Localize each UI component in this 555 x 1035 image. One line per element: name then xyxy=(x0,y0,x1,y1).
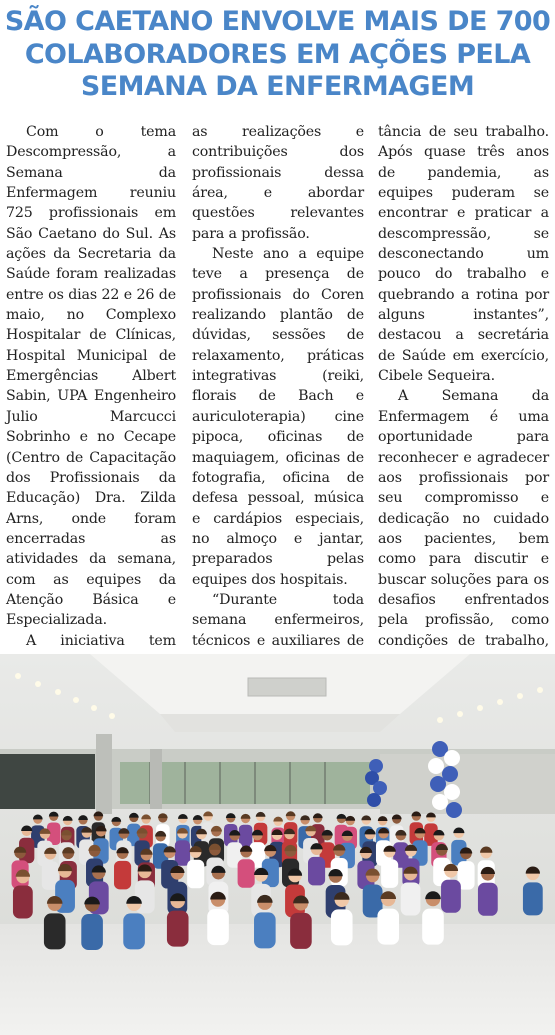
person-body xyxy=(401,883,421,916)
person-body xyxy=(381,859,398,888)
person-body xyxy=(290,913,312,949)
headline xyxy=(0,6,555,104)
paragraph-quote-start: “Durante toda semana enfermeiros, técnicos e auxiliares de xyxy=(192,591,364,649)
group-photo-illustration xyxy=(0,654,555,1035)
person-body xyxy=(331,909,353,945)
person-body xyxy=(377,909,399,945)
person-body xyxy=(123,913,145,949)
person-body xyxy=(422,909,444,945)
person-body xyxy=(44,913,66,949)
person-body xyxy=(238,859,255,888)
paragraph-intro: Com o tema Descompressão, a Semana da Enfermagem reuniu 725 profissionais em São Caetano do Sul. As ações da Secretaria da Saúde foram realizadas entre os dias 22 e 26 de maio, no Complexo Hospitalar de Clínicas, Hospital Municipal de Emergências Albert Sabin, UPA Engenheiro Julio Marcucci Sobrinho e no Cecape (Centro de Capacitação dos Profissionais da Educação) Dra. Zilda Arns, onde foram encerradas as atividades da semana, com as equipes da Atenção Básica e Especializada. xyxy=(6,124,176,629)
headline-line-3: SEMANA DA ENFERMAGEM xyxy=(80,71,475,102)
person-body xyxy=(187,860,204,889)
headline-line-2: COLABORADORES EM AÇÕES PELA xyxy=(24,38,531,70)
person-body xyxy=(81,914,103,950)
paragraph-activities: Neste ano a equipe teve a presença de profissionais do Coren realizando plantão de dúvidas, sessões de relaxamento, práticas integrativas (reiki, florais de Bach e auriculoterapia) cine pipoca, oficinas de maquiagem, oficinas de fotografia, oficina de defesa pessoal, música e cardápios especiais, no almoço e jantar, preparados pelas equipes dos hospitais. xyxy=(192,246,364,588)
person-body xyxy=(254,912,276,948)
article-column-3 xyxy=(378,122,549,692)
person-body xyxy=(167,911,189,947)
person-body xyxy=(441,880,461,913)
person-body xyxy=(175,840,190,866)
person-body xyxy=(207,909,229,945)
paragraph-objective-end: as realizações e contribuições dos profissionais dessa área, e abordar questões relevantes para a profissão. xyxy=(192,124,364,242)
person-body xyxy=(13,885,33,918)
headline-line-1: SÃO CAETANO ENVOLVE MAIS DE 700 xyxy=(4,6,551,37)
article-column-2 xyxy=(192,122,364,732)
paragraph-conclusion: A Semana da Enfermagem é uma oportunidade para reconhecer e agradecer aos profissionais por seu compromisso e dedicação no cuidado aos pacientes, bem como para discutir e buscar soluções para os desafios enfrentados pela profissão, como condições de trabalho, xyxy=(378,388,549,649)
group-photo xyxy=(0,654,555,1035)
paragraph-quote-end: tância de seu trabalho. Após quase três anos de pandemia, as equipes puderam se encontrar e praticar a descompressão, se desconectando um pouco do trabalho e quebrando a rotina por alguns instantes”, destacou a secretária de Saúde em exercício, Cibele Sequeira. xyxy=(378,124,549,385)
person-body xyxy=(114,861,131,890)
person-body xyxy=(308,857,325,886)
article-column-1 xyxy=(6,122,176,732)
person-body xyxy=(478,883,498,916)
paragraph-objective-start: A iniciativa tem xyxy=(26,632,176,649)
person-body xyxy=(523,882,543,915)
